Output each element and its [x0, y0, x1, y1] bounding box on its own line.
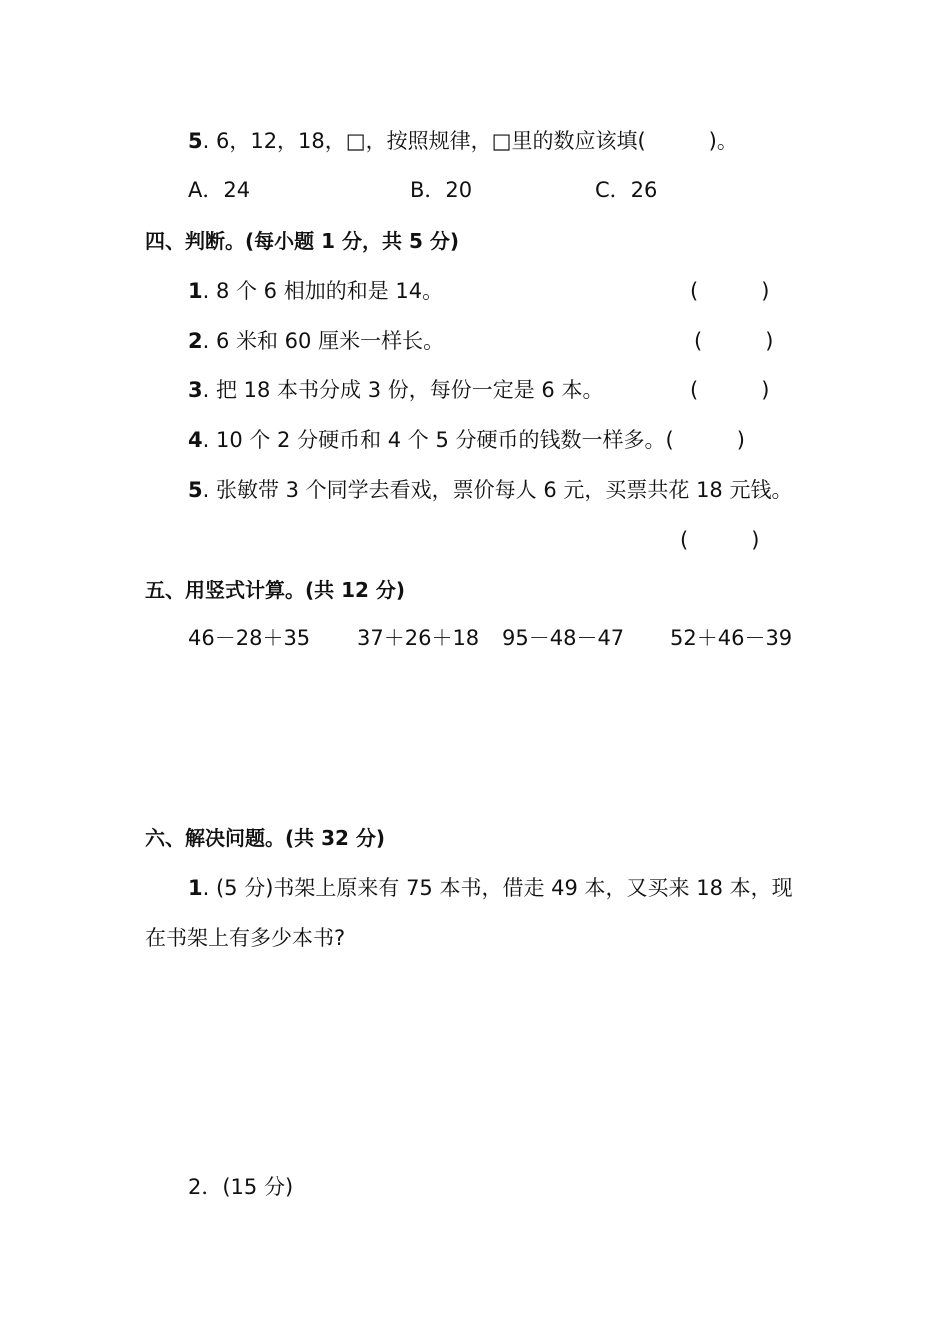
answer-bracket[interactable]: ( ): [690, 378, 770, 402]
question-text: . 把 18 本书分成 3 份，每份一定是 6 本。: [202, 378, 604, 402]
answer-bracket[interactable]: ( ): [680, 528, 760, 552]
section-heading-problems: 六、解决问题。(共 32 分): [145, 826, 386, 850]
question-number: 3: [188, 378, 203, 402]
question-5-choice: [188, 131, 738, 152]
calc-expression: 95－48－47: [502, 626, 625, 650]
option-b: B．20: [410, 178, 473, 202]
answer-bracket[interactable]: ( ): [690, 279, 770, 303]
question-number: 1: [188, 279, 203, 303]
problem-1-line-1: [188, 878, 793, 899]
question-number: 1: [188, 876, 203, 900]
question-text: . 8 个 6 相加的和是 14。: [202, 279, 444, 303]
calc-expression: 37＋26＋18: [357, 626, 480, 650]
question-text: . 6 米和 60 厘米一样长。: [202, 329, 445, 353]
calc-expression: 46－28＋35: [188, 626, 311, 650]
option-a: A．24: [188, 178, 251, 202]
problem-2: 2．(15 分): [188, 1175, 294, 1199]
calc-expression: 52＋46－39: [670, 626, 793, 650]
judge-item-5: [188, 480, 792, 501]
answer-bracket[interactable]: ( ): [694, 329, 774, 353]
question-number: 5: [188, 478, 203, 502]
question-text: . (5 分)书架上原来有 75 本书，借走 49 本，又买来 18 本，现: [202, 876, 793, 900]
question-text: . 6，12，18，□，按照规律，□里的数应该填( )。: [202, 129, 738, 153]
question-number: 5: [188, 129, 203, 153]
question-text: . 10 个 2 分硬币和 4 个 5 分硬币的钱数一样多。( ): [202, 428, 745, 452]
judge-item-2: [188, 331, 444, 352]
judge-item-3: [188, 380, 603, 401]
judge-item-1: [188, 281, 443, 302]
question-number: 4: [188, 428, 203, 452]
question-text: . 张敏带 3 个同学去看戏，票价每人 6 元，买票共花 18 元钱。: [202, 478, 793, 502]
section-heading-calc: 五、用竖式计算。(共 12 分): [145, 578, 406, 602]
option-c: C．26: [595, 178, 658, 202]
section-heading-judge: 四、判断。(每小题 1 分，共 5 分): [145, 229, 459, 253]
question-number: 2: [188, 329, 203, 353]
problem-1-line-2: 在书架上有多少本书?: [145, 926, 346, 950]
judge-item-4: [188, 430, 745, 451]
